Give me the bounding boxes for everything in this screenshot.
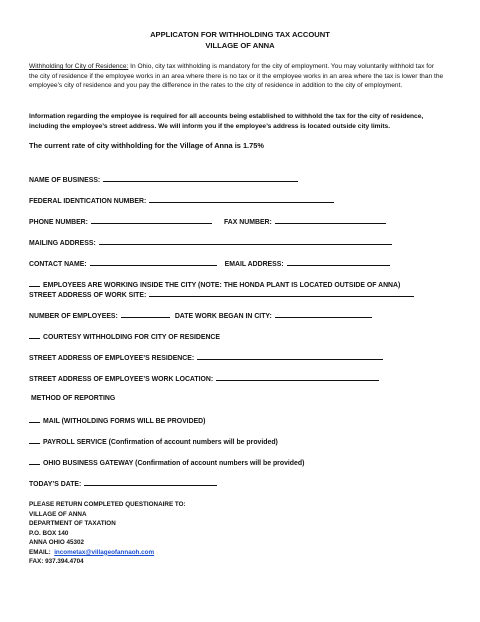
phone-label: PHONE NUMBER:: [29, 219, 88, 226]
courtesy-checkbox[interactable]: [29, 332, 40, 339]
return-city: ANNA OHIO 45302: [29, 539, 85, 546]
intro-text: In Ohio, city tax withholding is mandatory for the city of employment. You may voluntarily withhold tax for the city of residence if the employee works in an area where there is no tax or it the employee works in an area where the tax is lower than the employee’s city of residence and you pay the difference in the rates to the city of residence in addition to the city of employment.: [29, 63, 444, 89]
business-name-label: NAME OF BUSINESS:: [29, 177, 101, 184]
date-work-field[interactable]: [275, 311, 372, 318]
email-label: EMAIL ADDRESS:: [224, 261, 284, 268]
contact-field[interactable]: [90, 259, 217, 266]
emp-residence-row: [29, 353, 383, 362]
payroll-label: PAYROLL SERVICE (Confirmation of account numbers will be provided): [43, 439, 278, 446]
num-employees-label: NUMBER OF EMPLOYEES:: [29, 313, 118, 320]
num-employees-field[interactable]: [121, 311, 170, 318]
federal-id-label: FEDERAL IDENTICATION NUMBER:: [29, 198, 147, 205]
mailing-field[interactable]: [99, 238, 392, 245]
form-title: APPLICATON FOR WITHHOLDING TAX ACCOUNT: [150, 30, 330, 39]
return-fax: FAX: 937.394.4704: [29, 558, 84, 565]
emp-work-row: [29, 374, 379, 383]
emp-work-field[interactable]: [216, 374, 379, 381]
return-email-row: [29, 548, 186, 558]
return-instruction: PLEASE RETURN COMPLETED QUESTIONAIRE TO:: [29, 501, 186, 508]
email-field[interactable]: [287, 259, 390, 266]
return-org: VILLAGE OF ANNA: [29, 510, 87, 518]
emp-residence-label: STREET ADDRESS OF EMPLOYEE’S RESIDENCE:: [29, 355, 195, 362]
federal-id-field[interactable]: [149, 196, 334, 203]
mailing-label: MAILING ADDRESS:: [29, 240, 96, 247]
federal-id-row: [29, 196, 334, 205]
mail-label: MAIL (WITHOLDING FORMS WILL BE PROVIDED): [43, 418, 206, 425]
return-email-label: EMAIL:: [29, 548, 51, 556]
courtesy-label: COURTESY WITHHOLDING FOR CITY OF RESIDENCE: [43, 334, 220, 341]
todays-date-row: [29, 479, 217, 488]
mailing-row: [29, 238, 392, 247]
employees-row: [29, 311, 372, 320]
emp-work-label: STREET ADDRESS OF EMPLOYEE’S WORK LOCATION:: [29, 376, 214, 383]
todays-date-label: TODAY’S DATE:: [29, 481, 82, 488]
intro-lead: Withholding for City of Residence:: [29, 63, 129, 70]
mail-checkbox[interactable]: [29, 416, 40, 423]
return-email-link[interactable]: incometax@villageofannaoh.com: [54, 548, 155, 556]
rate-statement: The current rate of city withholding for the Village of Anna is 1.75%: [29, 141, 264, 150]
emp-residence-field[interactable]: [197, 353, 383, 360]
return-address-block: [29, 500, 186, 567]
courtesy-row: [29, 332, 220, 341]
payroll-row: [29, 437, 278, 446]
inside-city-label: EMPLOYEES ARE WORKING INSIDE THE CITY (NOTE: THE HONDA PLANT IS LOCATED OUTSIDE OF ANNA): [43, 282, 401, 289]
mail-row: [29, 416, 205, 425]
phone-field[interactable]: [91, 217, 212, 224]
return-dept: DEPARTMENT OF TAXATION: [29, 520, 116, 527]
info-paragraph: Information regarding the employee is required for all accounts being established to withhold the tax for the city of residence, including the employee’s street address. We will inform you if the employee’s address is located outside city limits.: [29, 113, 424, 130]
contact-email-row: [29, 259, 390, 268]
method-heading: METHOD OF REPORTING: [31, 395, 116, 402]
inside-city-row: [29, 280, 400, 289]
fax-label: FAX NUMBER:: [223, 219, 272, 226]
work-site-label: STREET ADDRESS OF WORK SITE:: [29, 292, 147, 299]
return-po-box: P.O. BOX 140: [29, 529, 69, 537]
business-name-row: [29, 175, 298, 184]
intro-paragraph: [29, 62, 444, 91]
gateway-checkbox[interactable]: [29, 458, 40, 465]
todays-date-field[interactable]: [84, 479, 217, 486]
payroll-checkbox[interactable]: [29, 437, 40, 444]
work-site-row: [29, 290, 414, 299]
gateway-row: [29, 458, 304, 467]
fax-field[interactable]: [275, 217, 386, 224]
inside-city-checkbox[interactable]: [29, 280, 40, 287]
phone-fax-row: [29, 217, 386, 226]
form-subtitle: VILLAGE OF ANNA: [205, 41, 275, 50]
business-name-field[interactable]: [103, 175, 298, 182]
date-work-label: DATE WORK BEGAN IN CITY:: [174, 313, 272, 320]
contact-label: CONTACT NAME:: [29, 261, 87, 268]
gateway-label: OHIO BUSINESS GATEWAY (Confirmation of account numbers will be provided): [43, 460, 305, 467]
work-site-field[interactable]: [149, 290, 414, 297]
